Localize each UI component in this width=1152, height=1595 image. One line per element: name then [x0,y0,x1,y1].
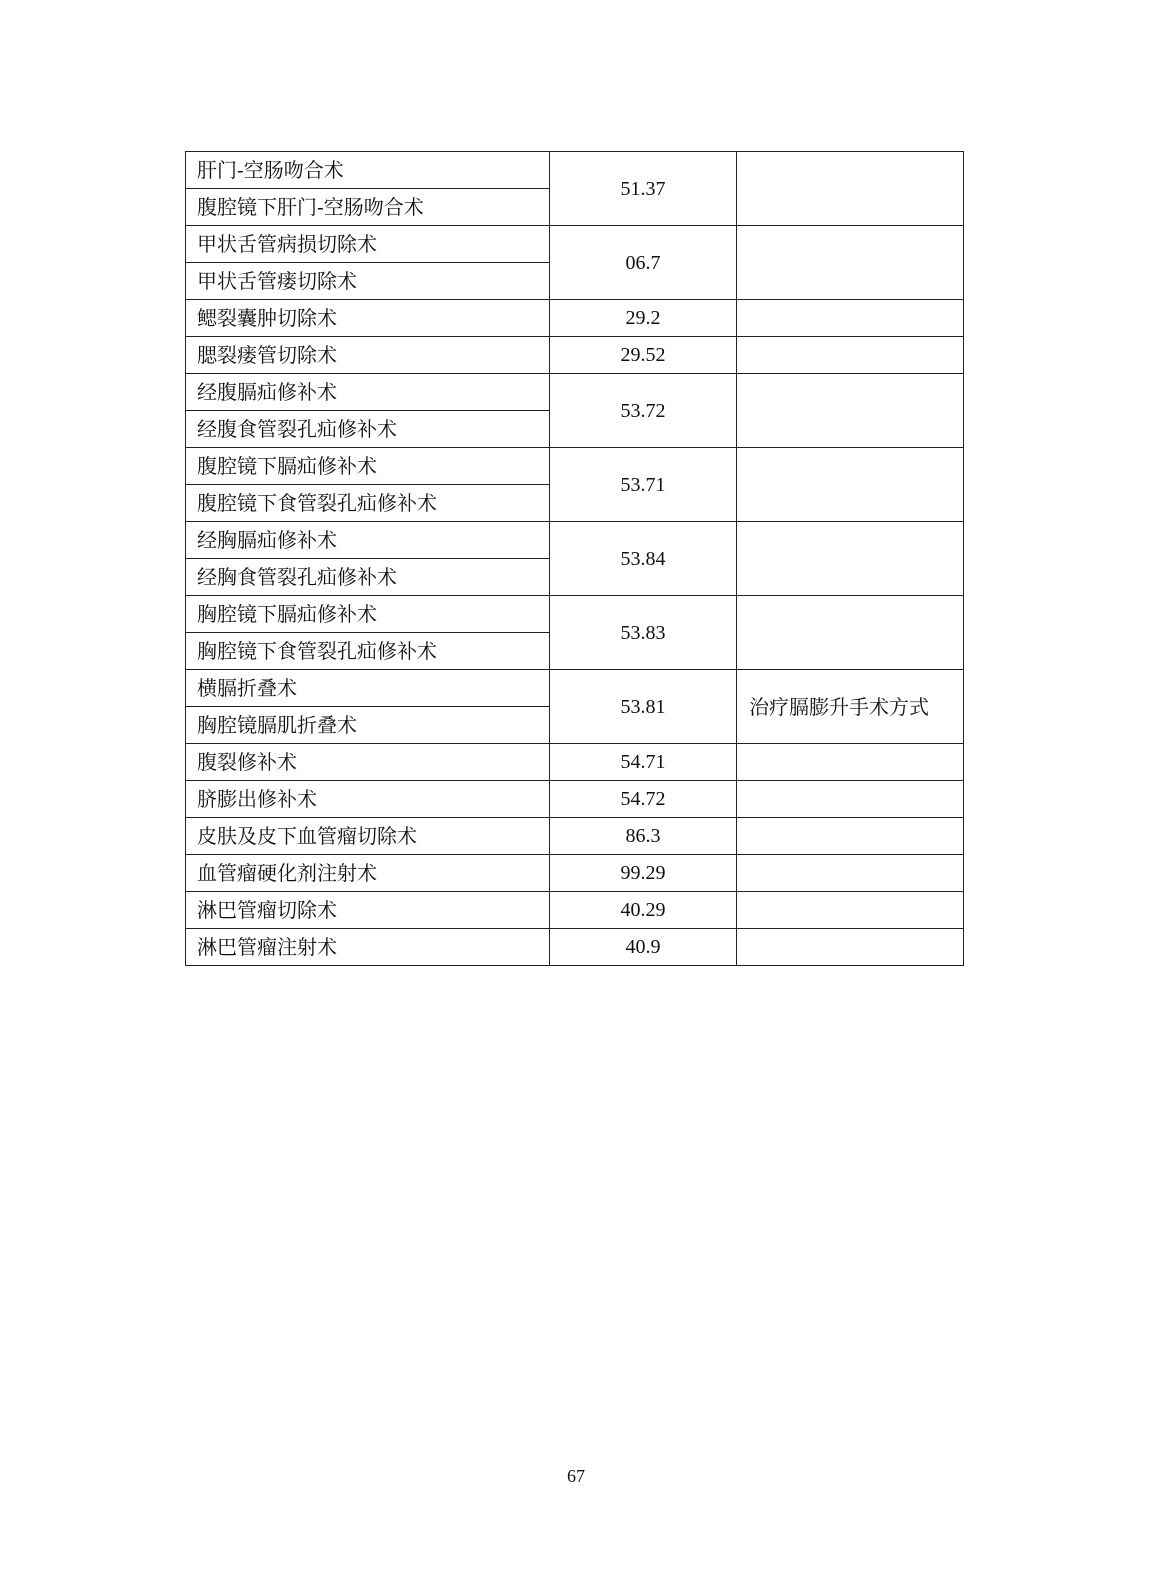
procedure-name: 经腹食管裂孔疝修补术 [186,411,550,448]
procedure-name: 胸腔镜膈肌折叠术 [186,707,550,744]
procedure-note [737,929,964,966]
procedure-code: 53.72 [550,374,737,448]
procedure-name: 甲状舌管病损切除术 [186,226,550,263]
procedure-name: 血管瘤硬化剂注射术 [186,855,550,892]
table-row [186,929,964,966]
procedure-code: 06.7 [550,226,737,300]
table-row [186,522,964,559]
table-row [186,448,964,485]
procedure-code: 40.29 [550,892,737,929]
table-row [186,300,964,337]
table-row [186,337,964,374]
table-row [186,781,964,818]
procedure-code: 86.3 [550,818,737,855]
procedure-name: 淋巴管瘤切除术 [186,892,550,929]
procedure-note [737,522,964,596]
page-number: 67 [567,1466,585,1486]
table-row [186,670,964,707]
procedure-code: 53.71 [550,448,737,522]
procedure-note [737,855,964,892]
procedure-note: 治疗膈膨升手术方式 [737,670,964,744]
table-row [186,596,964,633]
procedure-name: 皮肤及皮下血管瘤切除术 [186,818,550,855]
procedure-code: 29.2 [550,300,737,337]
procedure-name: 肝门-空肠吻合术 [186,152,550,189]
procedure-code: 53.81 [550,670,737,744]
procedure-name: 胸腔镜下食管裂孔疝修补术 [186,633,550,670]
procedure-name: 腹腔镜下肝门-空肠吻合术 [186,189,550,226]
procedure-name: 脐膨出修补术 [186,781,550,818]
procedure-code: 54.72 [550,781,737,818]
procedure-name: 横膈折叠术 [186,670,550,707]
procedure-note [737,744,964,781]
procedure-name: 淋巴管瘤注射术 [186,929,550,966]
table-row [186,744,964,781]
procedure-note [737,781,964,818]
procedure-note [737,448,964,522]
procedure-code: 29.52 [550,337,737,374]
procedure-code: 51.37 [550,152,737,226]
procedure-code: 53.84 [550,522,737,596]
procedure-name: 经腹膈疝修补术 [186,374,550,411]
procedure-name: 腹腔镜下膈疝修补术 [186,448,550,485]
procedure-name: 经胸食管裂孔疝修补术 [186,559,550,596]
procedure-note [737,300,964,337]
procedure-table [185,151,964,966]
table-row [186,818,964,855]
table-row [186,152,964,189]
table-row [186,226,964,263]
procedure-name: 腮裂瘘管切除术 [186,337,550,374]
procedure-note [737,337,964,374]
procedure-code: 54.71 [550,744,737,781]
procedure-name: 腹裂修补术 [186,744,550,781]
procedure-note [737,892,964,929]
procedure-code: 99.29 [550,855,737,892]
table-row [186,855,964,892]
procedure-note [737,374,964,448]
procedure-code: 53.83 [550,596,737,670]
procedure-name: 鳃裂囊肿切除术 [186,300,550,337]
table-row [186,892,964,929]
procedure-note [737,226,964,300]
procedure-name: 甲状舌管瘘切除术 [186,263,550,300]
procedure-name: 胸腔镜下膈疝修补术 [186,596,550,633]
table-row [186,374,964,411]
procedure-note [737,152,964,226]
procedure-name: 腹腔镜下食管裂孔疝修补术 [186,485,550,522]
procedure-name: 经胸膈疝修补术 [186,522,550,559]
procedure-note [737,818,964,855]
procedure-code: 40.9 [550,929,737,966]
procedure-note [737,596,964,670]
